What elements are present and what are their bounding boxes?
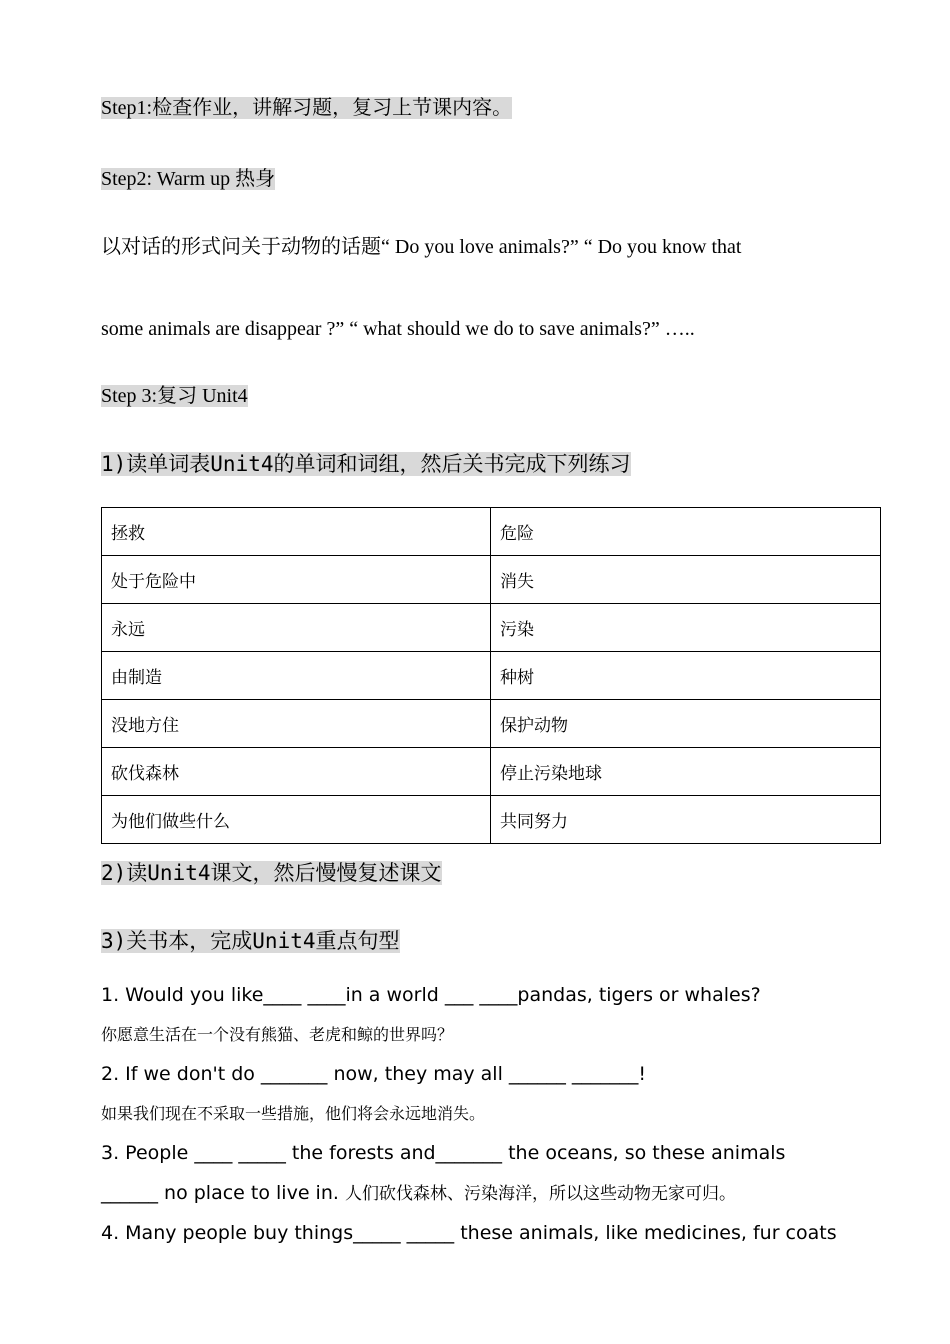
table-row [102,604,881,652]
table-cell: 处于危险中 [102,556,491,604]
step1-text: Step1:检查作业，讲解习题，复习上节课内容。 [101,97,513,119]
step2-heading [101,166,275,192]
exercise-1: 1. Would you like____ ____in a world ___ ____pandas, tigers or whales? [101,984,761,1006]
step3-heading [101,383,248,409]
table-cell: 没地方住 [102,700,491,748]
table-cell: 拯救 [102,508,491,556]
exercise-2: 2. If we don't do _______ now, they may all ______ _______! [101,1063,647,1085]
table-cell: 种树 [491,652,881,700]
task2-heading [101,858,442,888]
exercise-2-translation: 如果我们现在不采取一些措施，他们将会永远地消失。 [101,1106,486,1123]
table-cell: 永远 [102,604,491,652]
step3-text: Step 3:复习 Unit4 [101,385,248,407]
table-cell: 危险 [491,508,881,556]
warmup-paragraph-line2: some animals are disappear ?” “ what should we do to save animals?” ….. [101,318,695,340]
exercise-4: 4. Many people buy things_____ _____ these animals, like medicines, fur coats [101,1222,837,1244]
task2-text: 2)读Unit4课文，然后慢慢复述课文 [101,861,442,885]
table-cell: 保护动物 [491,700,881,748]
exercise-3-continued [101,1181,736,1206]
table-row [102,748,881,796]
table-cell: 停止污染地球 [491,748,881,796]
table-cell: 共同努力 [491,796,881,844]
table-cell: 为他们做些什么 [102,796,491,844]
exercise-1-translation: 你愿意生活在一个没有熊猫、老虎和鲸的世界吗？ [101,1027,454,1044]
exercise-3: 3. People ____ _____ the forests and_______ the oceans, so these animals [101,1142,786,1164]
table-row [102,700,881,748]
table-cell: 由制造 [102,652,491,700]
table-cell: 污染 [491,604,881,652]
table-row [102,652,881,700]
task3-text: 3)关书本，完成Unit4重点句型 [101,929,400,953]
step2-text: Step2: Warm up 热身 [101,168,276,190]
table-row [102,556,881,604]
warmup-paragraph-line1: 以对话的形式问关于动物的话题“ Do you love animals?” “ Do you know that [101,236,742,258]
table-row [102,508,881,556]
task1-heading [101,449,631,479]
step1-heading [101,95,512,121]
table-cell: 消失 [491,556,881,604]
vocab-table [101,507,881,844]
exercise-3-english: ______ no place to live in. [101,1182,345,1204]
table-cell: 砍伐森林 [102,748,491,796]
table-row [102,796,881,844]
exercise-3-translation: 人们砍伐森林、污染海洋，所以这些动物无家可归。 [344,1184,736,1203]
task1-text: 1)读单词表Unit4的单词和词组，然后关书完成下列练习 [101,452,631,476]
task3-heading [101,926,400,956]
